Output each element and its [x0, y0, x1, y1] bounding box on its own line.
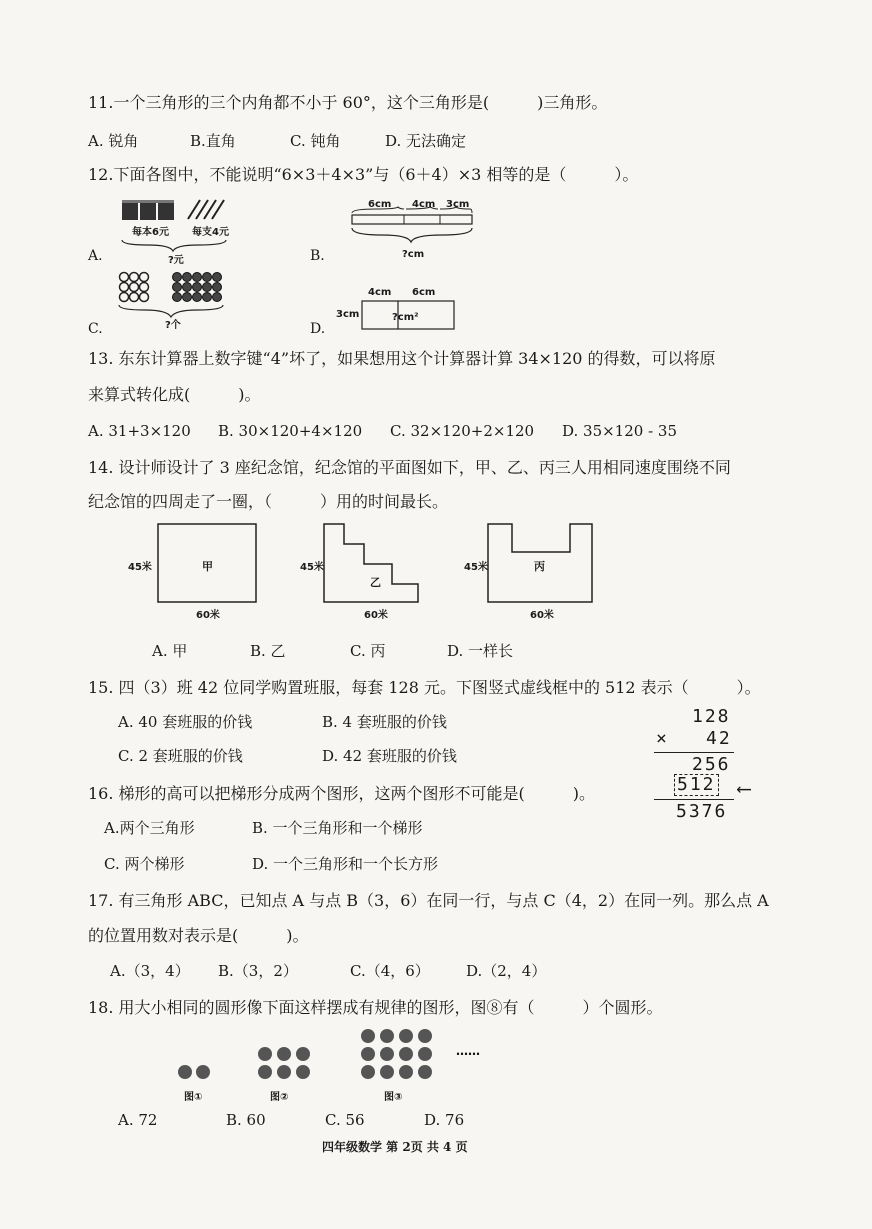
q18-text: 18. 用大小相同的圆形像下面这样摆成有规律的图形，图⑧有（ ）个圆形。	[88, 998, 663, 1017]
q16-option-d: D. 一个三角形和一个长方形	[252, 855, 439, 873]
circle-pattern-diagram	[170, 1026, 500, 1106]
calc-result: 5376	[676, 801, 728, 822]
q17-text-2: 的位置用数对表示是( )。	[88, 926, 309, 945]
q14-plan-bing	[462, 520, 602, 620]
q15-option-c: C. 2 套班服的价钱	[118, 747, 243, 765]
q16-text: 16. 梯形的高可以把梯形分成两个图形，这两个图形不可能是( )。	[88, 784, 596, 803]
q14-text-1: 14. 设计师设计了 3 座纪念馆，纪念馆的平面图如下，甲、乙、丙三人用相同速度围绕不同	[88, 458, 731, 477]
q16-option-a: A.两个三角形	[104, 819, 195, 837]
q16-option-b: B. 一个三角形和一个梯形	[252, 819, 423, 837]
q11-option-c: C. 钝角	[290, 132, 341, 150]
q12-b-seg3: 3cm	[446, 199, 470, 210]
q17-option-a: A.（3，4）	[110, 962, 190, 980]
q12-figure-d	[336, 285, 466, 335]
q15-text: 15. 四（3）班 42 位同学购置班服，每套 128 元。下图竖式虚线框中的 512 表示（ ）。	[88, 678, 761, 697]
q18-option-b: B. 60	[226, 1111, 266, 1129]
q12-figure-c	[115, 270, 245, 330]
q12-option-c-letter: C.	[88, 321, 103, 337]
q14-yi-height: 45米	[300, 562, 324, 573]
q18-ellipsis: ……	[456, 1044, 480, 1058]
q14-option-a: A. 甲	[152, 642, 188, 660]
q13-option-d: D. 35×120 - 35	[562, 422, 678, 440]
calc-row-1: 128	[692, 706, 731, 727]
q14-bing-width: 60米	[530, 610, 554, 621]
q14-yi-width: 60米	[364, 610, 388, 621]
q14-plan-yi	[298, 520, 448, 620]
q14-yi-name: 乙	[370, 576, 381, 589]
arrow-left-icon: ⟵	[738, 776, 751, 800]
q12-text: 12.下面各图中，不能说明“6×3＋4×3”与（6＋4）×3 相等的是（ ）。	[88, 165, 639, 184]
q18-fig-label-2: 图②	[270, 1092, 289, 1103]
calc-line-1	[654, 752, 734, 753]
calc-row-2: 42	[706, 728, 732, 749]
q18-option-d: D. 76	[424, 1111, 465, 1129]
page-footer: 四年级数学 第 2页 共 4 页	[322, 1140, 468, 1154]
q12-c-question: ?个	[165, 320, 181, 331]
q14-bing-name: 丙	[534, 560, 545, 573]
q17-option-c: C.（4，6）	[350, 962, 430, 980]
calc-line-2	[654, 799, 734, 800]
q18-option-c: C. 56	[325, 1111, 365, 1129]
q13-text-2: 来算式转化成( )。	[88, 385, 261, 404]
q12-d-inner: ?cm²	[392, 312, 419, 323]
q14-jia-name: 甲	[202, 560, 213, 573]
q11-text: 11.一个三角形的三个内角都不小于 60°，这个三角形是( )三角形。	[88, 93, 608, 112]
q12-figure-b	[348, 195, 478, 265]
q15-option-d: D. 42 套班服的价钱	[322, 747, 457, 765]
q15-vertical-calculation	[650, 706, 790, 822]
q18-pattern-figures	[170, 1026, 500, 1106]
q11-option-d: D. 无法确定	[385, 132, 467, 150]
q14-option-c: C. 丙	[350, 642, 386, 660]
q18-fig-label-3: 图③	[384, 1092, 403, 1103]
q14-plan-jia	[128, 520, 268, 620]
q12-b-seg2: 4cm	[412, 199, 436, 210]
calc-row-3: 256	[692, 754, 731, 775]
q16-option-c: C. 两个梯形	[104, 855, 185, 873]
q12-option-d-letter: D.	[310, 321, 326, 337]
q13-option-a: A. 31+3×120	[88, 422, 191, 440]
q15-option-b: B. 4 套班服的价钱	[322, 713, 447, 731]
q12-d-top1: 4cm	[368, 287, 392, 298]
q14-jia-width: 60米	[196, 610, 220, 621]
q12-option-b-letter: B.	[310, 248, 325, 264]
q14-option-b: B. 乙	[250, 642, 286, 660]
q12-a-label2: 每支4元	[192, 227, 229, 238]
q12-b-seg1: 6cm	[368, 199, 392, 210]
q12-option-a-letter: A.	[88, 248, 103, 264]
q11-option-a: A. 锐角	[88, 132, 139, 150]
q14-bing-height: 45米	[464, 562, 488, 573]
q12-d-side: 3cm	[336, 309, 360, 320]
calc-row-4-dashed-box: 512	[674, 774, 719, 796]
q14-text-2: 纪念馆的四周走了一圈，（ ）用的时间最长。	[88, 492, 449, 511]
q13-option-b: B. 30×120+4×120	[218, 422, 363, 440]
q13-option-c: C. 32×120+2×120	[390, 422, 535, 440]
calc-times-sign: ×	[656, 728, 667, 749]
q17-option-b: B.（3，2）	[218, 962, 298, 980]
q12-a-question: ?元	[168, 255, 184, 266]
q15-option-a: A. 40 套班服的价钱	[118, 713, 253, 731]
q12-a-label1: 每本6元	[132, 227, 169, 238]
q13-text-1: 13. 东东计算器上数字键“4”坏了，如果想用这个计算器计算 34×120 的得数，可以将原	[88, 349, 716, 368]
q17-text-1: 17. 有三角形 ABC，已知点 A 与点 B（3，6）在同一行，与点 C（4，2）在同一列。那么点 A	[88, 891, 769, 910]
q17-option-d: D.（2，4）	[466, 962, 547, 980]
q12-b-question: ?cm	[402, 249, 425, 260]
q11-option-b: B.直角	[190, 132, 236, 150]
q14-jia-height: 45米	[128, 562, 152, 573]
q18-fig-label-1: 图①	[184, 1092, 203, 1103]
q14-option-d: D. 一样长	[447, 642, 514, 660]
q12-d-top2: 6cm	[412, 287, 436, 298]
q12-figure-a	[118, 195, 248, 265]
q18-option-a: A. 72	[118, 1111, 158, 1129]
